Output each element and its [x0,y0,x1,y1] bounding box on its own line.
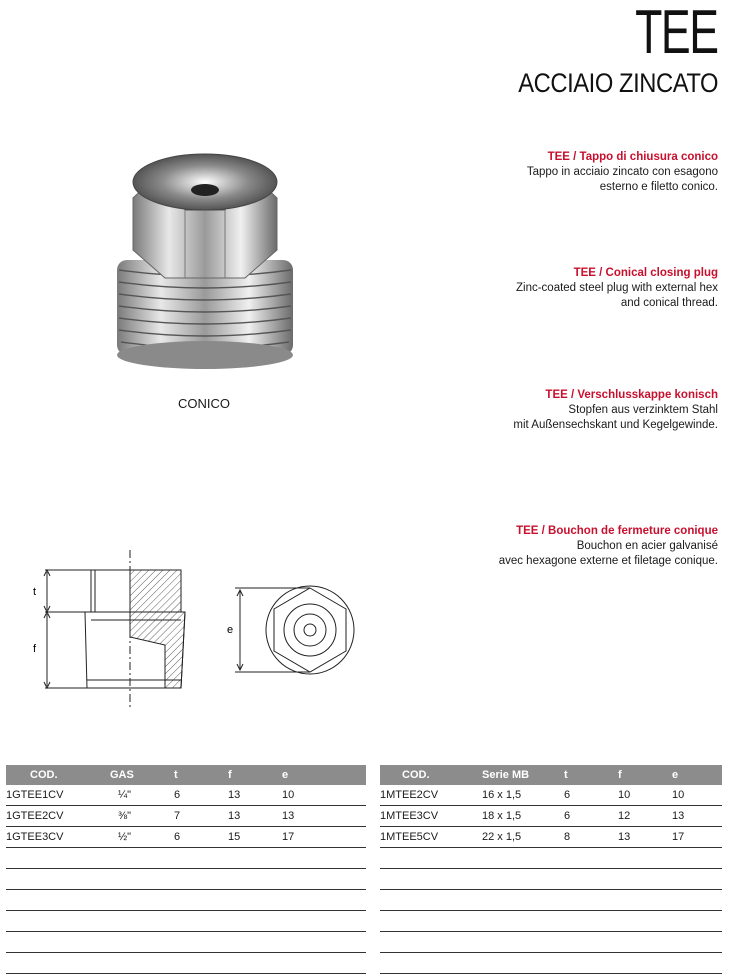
description-italian [418,150,718,195]
description-line: mit Außensechskant und Kegelgewinde. [513,419,718,431]
gas-thread-table [6,765,366,974]
table-row [380,827,722,848]
cell-code: 1MTEE3CV [380,806,482,827]
description-english [418,266,718,311]
table-row [380,785,722,806]
description-line: Tappo in acciaio zincato con esagono [526,166,718,178]
mb-thread-table [380,765,722,974]
description-line: esterno e filetto conico. [599,181,718,193]
cell-e: 13 [282,806,366,827]
cell-code: 1GTEE3CV [6,827,110,848]
cell-f: 10 [618,785,672,806]
photo-caption: CONICO [178,396,230,411]
description-german [418,388,718,433]
description-title: TEE / Bouchon de fermeture conique [516,525,718,537]
table-row [6,827,366,848]
cell-gas: ¼" [110,785,174,806]
empty-row [6,953,366,974]
description-line: and conical thread. [620,297,718,309]
dimension-label-t: t [33,586,37,598]
description-line: Bouchon en acier galvanisé [576,540,718,552]
cell-gas: ⅜" [110,806,174,827]
cell-f: 13 [228,806,282,827]
cell-f: 13 [228,785,282,806]
empty-row [380,911,722,932]
page-title: TEE [635,0,718,67]
empty-row [6,911,366,932]
column-header-serie-mb: Serie MB [482,765,564,785]
description-french [418,524,718,569]
description-title: TEE / Conical closing plug [573,267,718,279]
column-header-e: e [282,765,366,785]
cell-code: 1MTEE5CV [380,827,482,848]
cell-code: 1GTEE1CV [6,785,110,806]
column-header-t: t [174,765,228,785]
cell-e: 10 [672,785,722,806]
technical-drawing [25,545,355,715]
cell-t: 6 [564,785,618,806]
cell-f: 12 [618,806,672,827]
table-row [6,806,366,827]
cell-f: 13 [618,827,672,848]
description-line: avec hexagone externe et filetage conique. [498,555,718,567]
table-row [380,806,722,827]
description-title: TEE / Tappo di chiusura conico [547,151,718,163]
cell-e: 17 [672,827,722,848]
page-subtitle: ACCIAIO ZINCATO [518,68,718,98]
empty-row [6,932,366,953]
column-header-f: f [228,765,282,785]
empty-row [380,953,722,974]
empty-row [380,890,722,911]
cell-t: 6 [174,827,228,848]
cell-gas: ½" [110,827,174,848]
empty-row [380,932,722,953]
column-header-t: t [564,765,618,785]
column-header-f: f [618,765,672,785]
empty-row [380,848,722,869]
dimension-label-e: e [227,624,234,636]
cell-t: 8 [564,827,618,848]
cell-t: 7 [174,806,228,827]
cell-t: 6 [564,806,618,827]
column-header-gas: GAS [110,765,174,785]
cell-t: 6 [174,785,228,806]
empty-row [6,869,366,890]
dimension-label-f: f [33,643,37,655]
cell-code: 1MTEE2CV [380,785,482,806]
cell-e: 13 [672,806,722,827]
column-header-e: e [672,765,722,785]
description-line: Stopfen aus verzinktem Stahl [568,404,718,416]
empty-row [380,869,722,890]
cell-serie-mb: 22 x 1,5 [482,827,564,848]
table-row [6,785,366,806]
cell-code: 1GTEE2CV [6,806,110,827]
description-title: TEE / Verschlusskappe konisch [545,389,718,401]
column-header-code: COD. [6,765,110,785]
cell-f: 15 [228,827,282,848]
column-header-code: COD. [380,765,482,785]
description-line: Zinc-coated steel plug with external hex [516,282,718,294]
cell-serie-mb: 18 x 1,5 [482,806,564,827]
empty-row [6,890,366,911]
empty-row [6,848,366,869]
cell-serie-mb: 16 x 1,5 [482,785,564,806]
cell-e: 17 [282,827,366,848]
product-photo [105,150,305,375]
cell-e: 10 [282,785,366,806]
